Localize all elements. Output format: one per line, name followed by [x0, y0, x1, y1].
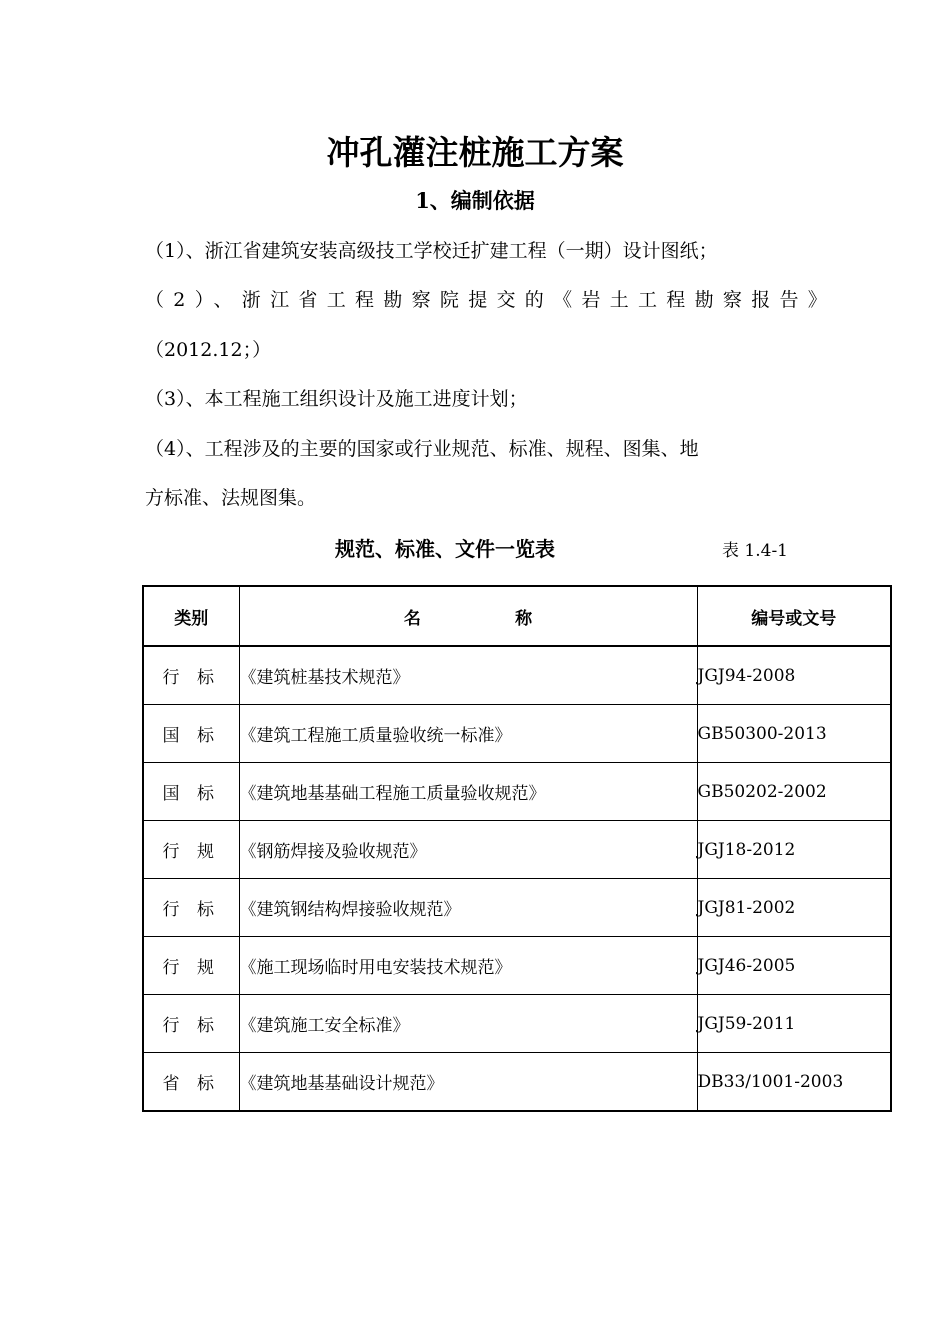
cell-name: 《建筑工程施工质量验收统一标准》: [239, 705, 697, 763]
cell-name: 《建筑钢结构焊接验收规范》: [239, 879, 697, 937]
cell-category: 行 标: [143, 995, 239, 1053]
cell-category: 国 标: [143, 763, 239, 821]
paragraph-item-2-line-1: [145, 285, 836, 315]
cell-category: 行 规: [143, 821, 239, 879]
paragraph-item-2-line-2: （2012.12；）: [145, 339, 272, 361]
cell-code: GB50202-2002: [697, 763, 891, 821]
cell-category: 行 规: [143, 937, 239, 995]
table-header-row: [143, 586, 891, 646]
cell-name: 《建筑桩基技术规范》: [239, 646, 697, 705]
header-category: 类别: [143, 586, 239, 646]
table-row: [143, 646, 891, 705]
paragraph-item-1: （1）、浙江省建筑安装高级技工学校迁扩建工程（一期）设计图纸；: [145, 240, 718, 262]
cell-name: 《建筑施工安全标准》: [239, 995, 697, 1053]
cell-category: 行 标: [143, 646, 239, 705]
paragraph-item-3: （3）、本工程施工组织设计及施工进度计划；: [145, 388, 528, 410]
cell-category: 国 标: [143, 705, 239, 763]
cell-code: JGJ18-2012: [697, 821, 891, 879]
cell-name: 《建筑地基基础工程施工质量验收规范》: [239, 763, 697, 821]
cell-name: 《施工现场临时用电安装技术规范》: [239, 937, 697, 995]
cell-name: 《钢筋焊接及验收规范》: [239, 821, 697, 879]
table-row: [143, 1053, 891, 1112]
cell-category: 省 标: [143, 1053, 239, 1112]
cell-code: JGJ59-2011: [697, 995, 891, 1053]
table-row: [143, 705, 891, 763]
cell-code: JGJ46-2005: [697, 937, 891, 995]
cell-code: DB33/1001-2003: [697, 1053, 891, 1112]
header-name-text: 名 称: [403, 608, 577, 629]
cell-code: JGJ81-2002: [697, 879, 891, 937]
standards-table: [142, 585, 892, 1112]
table-row: [143, 995, 891, 1053]
table-row: [143, 879, 891, 937]
cell-code: GB50300-2013: [697, 705, 891, 763]
header-name: [239, 586, 697, 646]
cell-category: 行 标: [143, 879, 239, 937]
table-row: [143, 821, 891, 879]
table-number: 表 1.4-1: [722, 541, 788, 561]
table-caption-title: 规范、标准、文件一览表: [335, 537, 555, 561]
header-code: 编号或文号: [697, 586, 891, 646]
table-row: [143, 937, 891, 995]
cell-name: 《建筑地基基础设计规范》: [239, 1053, 697, 1112]
paragraph-item-4-line-2: 方标准、法规图集。: [145, 487, 317, 509]
table-row: [143, 763, 891, 821]
paragraph-item-2-text: （2）、浙江省工程勘察院提交的《岩土工程勘察报告》: [145, 289, 837, 311]
table-caption: [0, 534, 950, 564]
document-title: 冲孔灌注桩施工方案: [326, 133, 624, 172]
paragraph-item-4-line-1: （4）、工程涉及的主要的国家或行业规范、标准、规程、图集、地: [145, 438, 699, 460]
section-heading: 1、编制依据: [415, 188, 535, 213]
cell-code: JGJ94-2008: [697, 646, 891, 705]
